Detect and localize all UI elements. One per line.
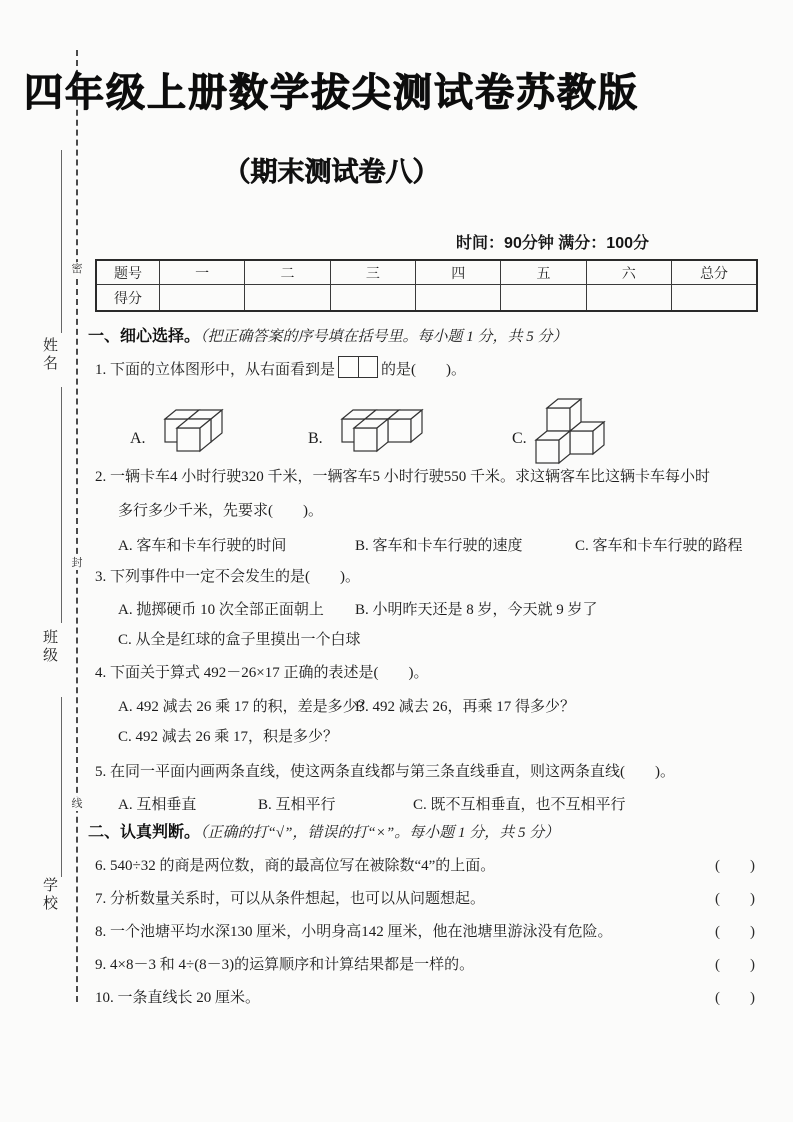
q1-figure-b [308,398,428,466]
judge-item-7-answer-paren: ( ) [715,891,755,907]
section1-note: （把正确答案的序号填在括号里。每小题 1 分，共 5 分） [200,329,568,345]
question-2-line1: 2. 一辆卡车4 小时行驶320 千米，一辆客车5 小时行驶550 千米。求这辆客车比这辆卡车每小时 [95,469,711,485]
judge-item-7-text: 7. 分析数量关系时，可以从条件想起，也可以从问题想起。 [95,891,486,907]
seal-char-mi: 密 [69,262,85,276]
question-5-options [118,793,758,815]
question-2-options [118,534,758,556]
score-table-score-row [96,285,757,312]
school-blank-line [61,697,62,877]
judge-item-10 [95,988,755,1009]
judge-item-8 [95,922,755,943]
q1-stem-before: 1. 下面的立体图形中，从右面看到是 [95,362,336,378]
cubes-figure-a-icon [151,408,235,456]
q2-option-a: A. 客车和卡车行驶的时间 [118,538,287,554]
seal-char-xian: 线 [69,797,85,811]
score-cell-tihao: 题号 [96,260,160,285]
paper-title: 四年级上册数学拔尖测试卷苏教版 [23,72,639,115]
section1-heading [88,326,568,348]
judge-item-6-text: 6. 540÷32 的商是两位数，商的最高位写在被除数“4”的上面。 [95,858,496,874]
score-table-header-row [96,260,757,285]
q1-stem-after: 的是( )。 [381,362,467,378]
judge-item-9 [95,955,755,976]
q3-option-a: A. 抛掷硬币 10 次全部正面朝上 [118,602,324,618]
judge-item-10-text: 10. 一条直线长 20 厘米。 [95,990,261,1006]
time-score-meta: 时间：90分钟 满分：100分 [456,235,649,252]
q4-option-c: C. 492 减去 26 乘 17，积是多少？ [118,729,339,745]
class-field-label: 班级 [41,629,58,665]
question-4-options-ab [118,695,758,717]
q5-option-b: B. 互相平行 [258,797,336,813]
score-cell-6: 六 [586,260,671,285]
q3-option-b: B. 小明昨天还是 8 岁，今天就 9 岁了 [355,602,598,618]
q1-figure-c-label: C. [512,430,527,447]
q4-option-a: A. 492 减去 26 乘 17 的积，差是多少？ [118,699,373,715]
score-cell-empty [416,285,501,312]
judge-item-8-answer-paren: ( ) [715,924,755,940]
seal-char-feng: 封 [69,556,85,570]
judge-item-6 [95,856,755,877]
judge-item-8-text: 8. 一个池塘平均水深130 厘米，小明身高142 厘米，他在池塘里游泳没有危险。 [95,924,613,940]
score-cell-empty [245,285,330,312]
score-cell-1: 一 [160,260,245,285]
cubes-figure-b-icon [328,408,428,456]
question-3-options-ab [118,598,758,620]
section2-note: （正确的打“√”，错误的打“×”。每小题 1 分，共 5 分） [200,825,560,841]
judge-item-10-answer-paren: ( ) [715,990,755,1006]
q5-option-a: A. 互相垂直 [118,797,197,813]
seal-dashed-line [76,50,78,1002]
score-cell-defen: 得分 [96,285,160,312]
q1-figure-b-label: B. [308,430,323,447]
q2-option-c: C. 客车和卡车行驶的路程 [575,538,743,554]
score-cell-empty [672,285,757,312]
score-cell-total: 总分 [672,260,757,285]
question-5-stem: 5. 在同一平面内画两条直线，使这两条直线都与第三条直线垂直，则这两条直线( )。 [95,764,675,780]
question-1 [95,356,466,381]
q3-option-c: C. 从全是红球的盒子里摸出一个白球 [118,632,361,648]
score-cell-empty [586,285,671,312]
score-cell-4: 四 [416,260,501,285]
question-4-stem: 4. 下面关于算式 492－26×17 正确的表述是( )。 [95,665,429,681]
q4-option-b: B. 492 减去 26，再乘 17 得多少？ [355,699,576,715]
score-cell-3: 三 [330,260,415,285]
section2-heading [88,822,559,844]
section2-title: 二、认真判断。 [88,824,201,841]
school-field-label: 学校 [41,877,58,913]
score-cell-2: 二 [245,260,330,285]
q1-figure-a-label: A. [130,430,146,447]
two-squares-view-icon [338,356,378,378]
cubes-figure-c-icon [532,398,610,466]
paper-subtitle: （期末测试卷八） [223,157,440,187]
score-cell-5: 五 [501,260,586,285]
class-blank-line [61,387,62,623]
question-2-line2: 多行多少千米，先要求( )。 [118,503,323,519]
score-cell-empty [330,285,415,312]
judge-item-6-answer-paren: ( ) [715,858,755,874]
score-cell-empty [160,285,245,312]
q1-figure-c [512,398,610,466]
name-field-label: 姓名 [41,337,58,373]
score-cell-empty [501,285,586,312]
judge-item-9-text: 9. 4×8－3 和 4÷(8－3)的运算顺序和计算结果都是一样的。 [95,957,475,973]
q1-figure-a [130,398,235,466]
score-table [95,259,758,312]
judge-item-7 [95,889,755,910]
q5-option-c: C. 既不互相垂直，也不互相平行 [413,797,626,813]
section1-title: 一、细心选择。 [88,328,201,345]
q2-option-b: B. 客车和卡车行驶的速度 [355,538,523,554]
question-3-stem: 3. 下列事件中一定不会发生的是( )。 [95,569,360,585]
judge-item-9-answer-paren: ( ) [715,957,755,973]
